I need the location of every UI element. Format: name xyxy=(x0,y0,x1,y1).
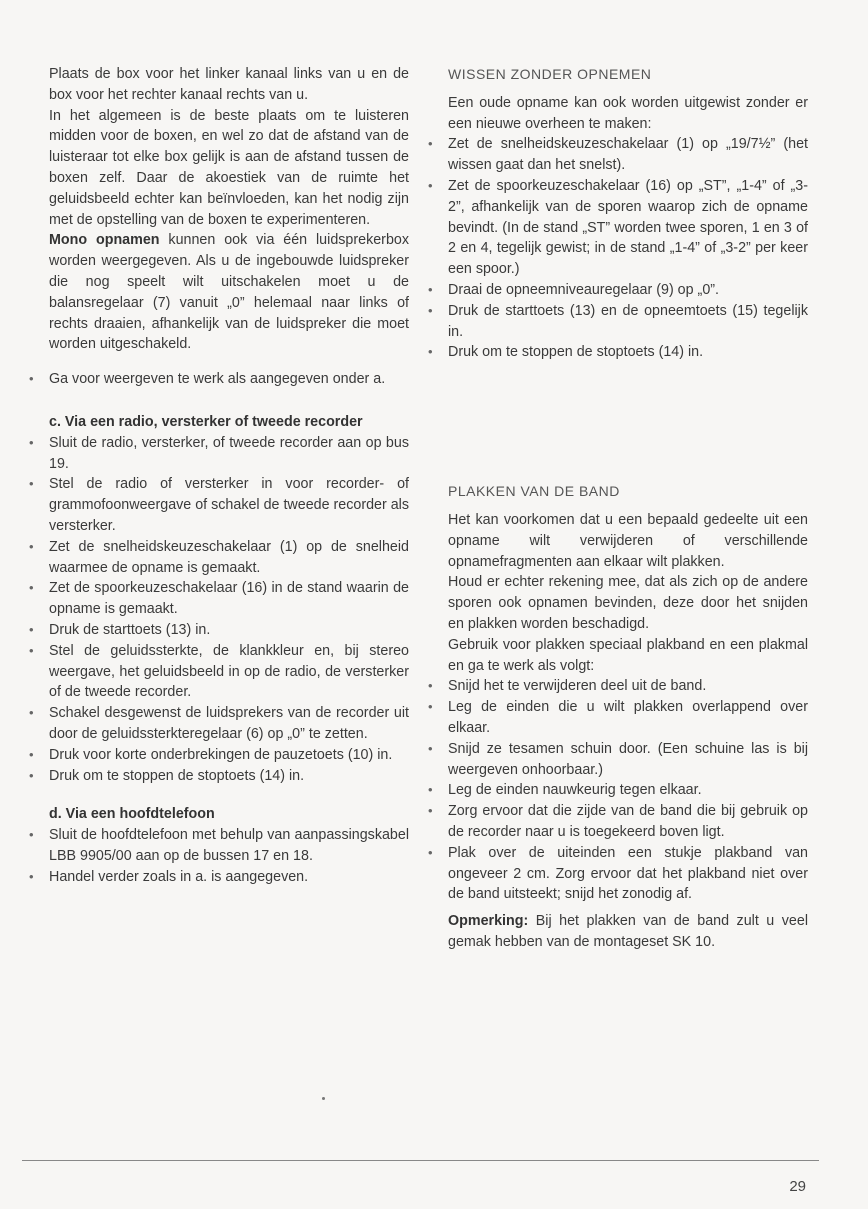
list-item: • Sluit de radio, versterker, of tweede recorder aan op bus 19. xyxy=(49,433,409,475)
list-item: • Druk de starttoets (13) en de opneemtoets (15) tegelijk in. xyxy=(448,301,808,343)
list-item: • Druk om te stoppen de stoptoets (14) in. xyxy=(49,766,409,787)
list-item: • Zet de spoorkeuzeschakelaar (16) op „ST”, „1-4” of „3-2”, afhankelijk van de sporen waarop zich de opname bevindt. (In de stand „ST” worden twee sporen, 1 en 3 of 2 en 4, tegelijk gewist; in de stand „1-4” of „3-2” per keer een spoor.) xyxy=(448,176,808,280)
section-heading-splicing: PLAKKEN VAN DE BAND xyxy=(448,483,620,500)
list-item: • Draai de opneemniveauregelaar (9) op „0”. xyxy=(448,280,808,301)
list-item: • Stel de geluidssterkte, de klankkleur en, bij stereo weergave, het geluidsbeeld in op de radio, de versterker of de tweede recorder. xyxy=(49,641,409,703)
list-item: • Leg de einden die u wilt plakken overlappend over elkaar. xyxy=(448,697,808,739)
list-item: • Druk de starttoets (13) in. xyxy=(49,620,409,641)
list-item: • Sluit de hoofdtelefoon met behulp van aanpassingskabel LBB 9905/00 aan op de bussen 17 en 18. xyxy=(49,825,409,867)
bullet-list-c xyxy=(49,433,409,787)
paragraph-erase-intro: Een oude opname kan ook worden uitgewist zonder er een nieuwe overheen te maken: xyxy=(448,94,808,132)
bullet-list-erase xyxy=(448,134,808,363)
list-item: • Plak over de uiteinden een stukje plakband van ongeveer 2 cm. Zorg ervoor dat het plakband niet over de band uitsteekt; snijd het zonodig af. xyxy=(448,843,808,905)
footer-divider xyxy=(22,1160,819,1161)
note-label: Opmerking: xyxy=(448,913,529,930)
list-item: • Zet de snelheidskeuzeschakelaar (1) op de snelheid waarmee de opname is gemaakt. xyxy=(49,537,409,579)
list-item: • Zorg ervoor dat die zijde van de band die bij gebruik op de recorder naar u is toegekeerd boven ligt. xyxy=(448,801,808,843)
page-number: 29 xyxy=(789,1178,806,1195)
list-item: • Stel de radio of versterker in voor recorder- of grammofoonweergave of schakel de tweede recorder als versterker. xyxy=(49,474,409,536)
section-heading-c: c. Via een radio, versterker of tweede recorder xyxy=(49,413,363,430)
paragraph-splicing-warning: Houd er echter rekening mee, dat als zich op de andere sporen ook opnamen bevinden, deze door het snijden en plakken worden beschadigd. xyxy=(448,574,808,632)
section-heading-d: d. Via een hoofdtelefoon xyxy=(49,806,215,823)
list-item: • Handel verder zoals in a. is aangegeven. xyxy=(49,867,409,888)
paragraph-listening-position: In het algemeen is de beste plaats om te luisteren midden voor de boxen, en wel zo dat de afstand van de luisteraar tot elke box gelijk is aan de afstand tussen de boxen zelf. Daar de akoestiek van de ruimte het geluidsbeeld echter kan beïnvloeden, kan het nodig zijn met de opstelling van de boxen te experimenteren. xyxy=(49,107,409,228)
list-item: • Ga voor weergeven te werk als aangegeven onder a. xyxy=(49,369,409,390)
bullet-list-a xyxy=(49,369,409,390)
note-text: Bij het plakken van de band zult u veel gemak hebben van de montageset SK 10. xyxy=(448,913,808,950)
paragraph-splicing-intro: Het kan voorkomen dat u een bepaald gedeelte uit een opname wilt verwijderen of verschillende opnamefragmenten aan elkaar wilt plakken. xyxy=(448,511,808,570)
list-item: • Snijd ze tesamen schuin door. (Een schuine las is bij weergeven onhoorbaar.) xyxy=(448,739,808,781)
list-item: • Snijd het te verwijderen deel uit de band. xyxy=(448,676,808,697)
list-item: • Leg de einden nauwkeurig tegen elkaar. xyxy=(448,780,808,801)
bullet-list-d xyxy=(49,825,409,887)
paragraph-note xyxy=(448,911,808,953)
list-item: • Schakel desgewenst de luidsprekers van de recorder uit door de geluidssterkteregelaar (6) op „0” te zetten. xyxy=(49,703,409,745)
paragraph-mono xyxy=(49,230,409,355)
bullet-list-splicing xyxy=(448,676,808,905)
list-item: • Zet de spoorkeuzeschakelaar (16) in de stand waarin de opname is gemaakt. xyxy=(49,578,409,620)
section-heading-erase: WISSEN ZONDER OPNEMEN xyxy=(448,66,652,82)
list-item: • Zet de snelheidskeuzeschakelaar (1) op „19/7½” (het wissen gaat dan het snelst). xyxy=(448,134,808,176)
list-item: • Druk voor korte onderbrekingen de pauzetoets (10) in. xyxy=(49,745,409,766)
right-column xyxy=(448,64,808,953)
paragraph-speaker-placement: Plaats de box voor het linker kanaal links van u en de box voor het rechter kanaal rechts van u. xyxy=(49,66,409,103)
left-column xyxy=(49,64,409,887)
paragraph-splicing-tools: Gebruik voor plakken speciaal plakband en een plakmal en ga te werk als volgt: xyxy=(448,636,808,674)
list-item: • Druk om te stoppen de stoptoets (14) in. xyxy=(448,342,808,363)
mono-heading: Mono opnamen xyxy=(49,232,160,249)
mono-text: kunnen ook via één luidsprekerbox worden weergegeven. Als u de ingebouwde luidspreker die nog speelt wilt uitschakelen moet u de balansregelaar (7) vanuit „0” helemaal naar links of rechts draaien, afhankelijk van de luidspreker die moet worden uitgeschakeld. xyxy=(49,232,409,353)
stray-mark xyxy=(322,1097,325,1100)
